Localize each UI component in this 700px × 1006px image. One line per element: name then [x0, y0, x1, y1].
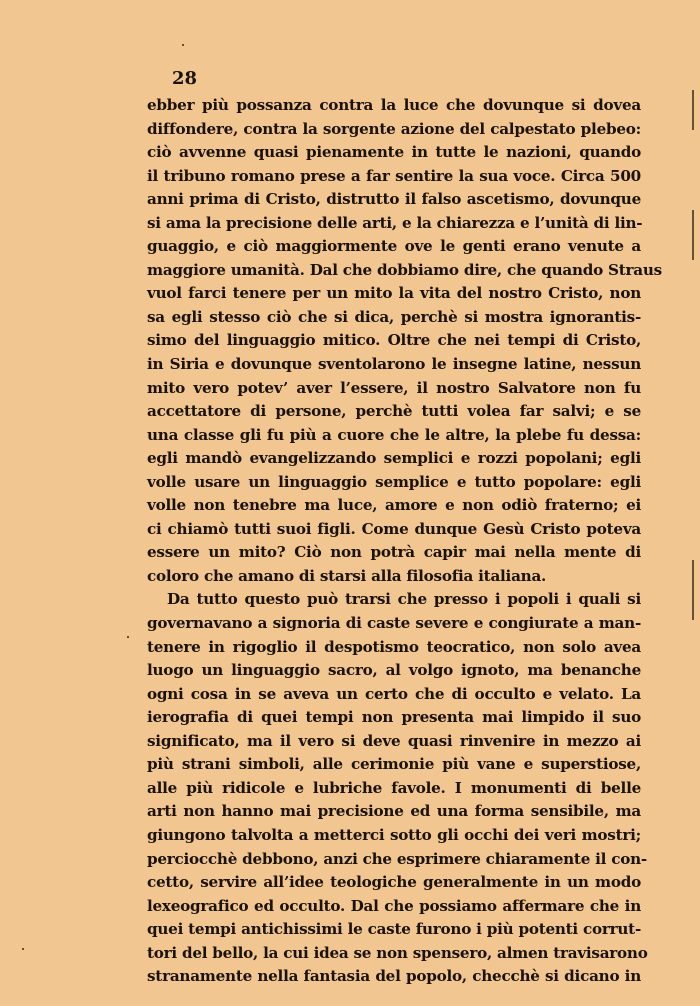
text-line: lexeografico ed occulto. Dal che possiamo affermare che in [147, 896, 641, 915]
paragraph-end-line: coloro che amano di starsi alla filosofia italiana. [147, 566, 547, 585]
body-text [147, 94, 662, 989]
scan-speck [182, 44, 184, 46]
text-line: giungono talvolta a metterci sotto gli occhi dei veri mostri; [147, 825, 641, 844]
text-line: significato, ma il vero si deve quasi rinvenire in mezzo ai [147, 731, 641, 750]
text-line: tenere in rigoglio il despotismo teocratico, non solo avea [147, 637, 641, 656]
text-line: accettatore di persone, perchè tutti volea far salvi; e se [147, 402, 641, 421]
text-line: stranamente nella fantasia del popolo, checchè si dicano in [147, 967, 641, 986]
text-line: egli mandò evangelizzando semplici e rozzi popolani; egli [147, 449, 641, 468]
paragraph-start-line: Da tutto questo può trarsi che presso i popoli i quali si [167, 590, 641, 609]
text-line: arti non hanno mai precisione ed una forma sensibile, ma [147, 802, 641, 821]
text-line: ebber più possanza contra la luce che dovunque si dovea [147, 96, 641, 114]
text-line: cetto, servire all’idee teologiche generalmente in un modo [147, 873, 641, 892]
text-line: ciò avvenne quasi pienamente in tutte le nazioni, quando [147, 143, 641, 162]
text-line: diffondere, contra la sorgente azione del calpestato plebeo: [147, 119, 641, 138]
text-line: ci chiamò tutti suoi figli. Come dunque Gesù Cristo poteva [147, 519, 641, 538]
text-line: in Siria e dovunque sventolarono le insegne latine, nessun [147, 355, 641, 374]
text-line: anni prima di Cristo, distrutto il falso ascetismo, dovunque [147, 190, 641, 209]
scan-edge-mark [692, 90, 694, 130]
scan-speck [127, 636, 129, 638]
text-line: quei tempi antichissimi le caste furono i più potenti corrut- [147, 920, 641, 939]
page-number: 28 [172, 68, 198, 89]
text-line: sa egli stesso ciò che si dica, perchè si mostra ignorantis- [147, 307, 641, 326]
text-line: volle non tenebre ma luce, amore e non odiò fraterno; ei [147, 496, 641, 515]
text-line: essere un mito? Ciò non potrà capir mai nella mente di [147, 543, 641, 562]
scan-speck [22, 948, 24, 950]
text-line: guaggio, e ciò maggiormente ove le genti erano venute a [147, 237, 641, 256]
text-line: mito vero potev’ aver l’essere, il nostro Salvatore non fu [147, 378, 641, 397]
scan-edge-mark [692, 560, 694, 620]
text-line: tori del bello, la cui idea se non spensero, almen travisarono [147, 943, 648, 962]
text-line: ierografia di quei tempi non presenta mai limpido il suo [147, 708, 641, 727]
scan-edge-mark [692, 210, 694, 260]
text-line: più strani simboli, alle cerimonie più vane e superstiose, [147, 755, 641, 774]
text-line: ogni cosa in se aveva un certo che di occulto e velato. La [147, 684, 641, 703]
text-line: volle usare un linguaggio semplice e tutto popolare: egli [147, 472, 641, 491]
text-line: maggiore umanità. Dal che dobbiamo dire, che quando Straus [147, 260, 662, 279]
text-line: luogo un linguaggio sacro, al volgo ignoto, ma benanche [147, 661, 641, 680]
text-line: una classe gli fu più a cuore che le altre, la plebe fu dessa: [147, 425, 641, 444]
text-line: governavano a signoria di caste severe e congiurate a man- [147, 614, 641, 633]
text-line: vuol farci tenere per un mito la vita del nostro Cristo, non [147, 284, 641, 303]
text-line: perciocchè debbono, anzi che esprimere chiaramente il con- [147, 849, 647, 868]
text-line: si ama la precisione delle arti, e la chiarezza e l’unità di lin- [147, 213, 643, 232]
text-line: alle più ridicole e lubriche favole. I monumenti di belle [147, 778, 641, 797]
text-line: il tribuno romano prese a far sentire la sua voce. Circa 500 [147, 166, 641, 185]
text-line: simo del linguaggio mitico. Oltre che nei tempi di Cristo, [147, 331, 641, 350]
